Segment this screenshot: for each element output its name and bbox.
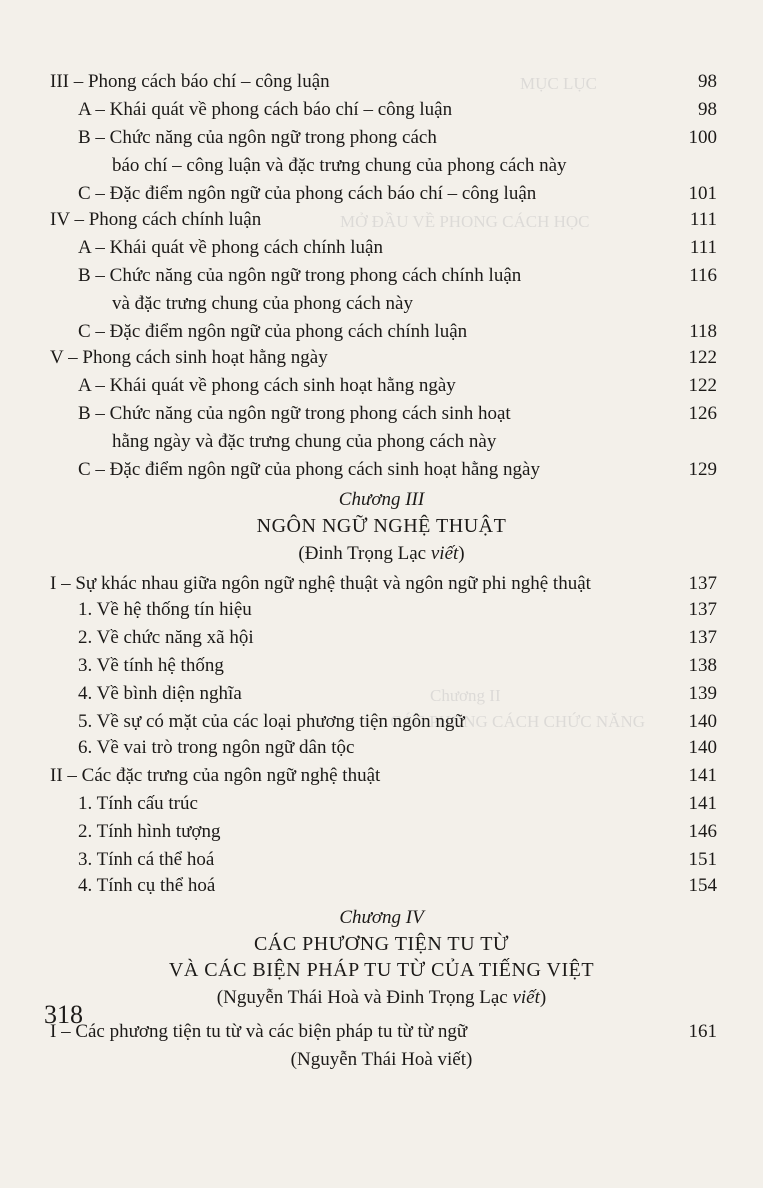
toc-entry-title: C – Đặc điểm ngôn ngữ của phong cách chính luận xyxy=(78,321,468,342)
chapter-author xyxy=(0,540,763,568)
toc-entry-page: 122 xyxy=(688,347,717,368)
toc-entry-title: C – Đặc điểm ngôn ngữ của phong cách báo chí – công luận xyxy=(78,183,537,204)
toc-entry xyxy=(0,344,763,372)
toc-entry-page: 100 xyxy=(688,127,717,148)
toc-entry-page: 140 xyxy=(688,737,717,758)
toc-entry-page: 98 xyxy=(698,99,717,120)
toc-entry-title: và đặc trưng chung của phong cách này xyxy=(112,293,413,314)
toc-entry xyxy=(0,456,763,484)
bleed-through: MỤC LỤC xyxy=(520,74,597,93)
toc-entry-title: II – Các đặc trưng của ngôn ngữ nghệ thuật xyxy=(50,765,381,786)
toc-entry-title: V – Phong cách sinh hoạt hằng ngày xyxy=(50,347,328,368)
toc-entry-title: 5. Về sự có mặt của các loại phương tiện ngôn ngữ xyxy=(78,711,465,732)
toc-entry-page: 141 xyxy=(688,793,717,814)
toc-entry xyxy=(0,680,763,708)
toc-entry-page: 122 xyxy=(688,375,717,396)
toc-entry-page: 154 xyxy=(688,875,717,896)
toc-entry-continuation xyxy=(0,290,763,318)
toc-entry xyxy=(0,262,763,290)
toc-entry-title: 2. Về chức năng xã hội xyxy=(78,627,254,648)
toc-entry xyxy=(0,846,763,874)
toc-entry-title: IV – Phong cách chính luận xyxy=(50,209,262,230)
toc-entry xyxy=(0,652,763,680)
toc-entry-continuation xyxy=(0,152,763,180)
chapter-author xyxy=(0,984,763,1012)
chapter-title: CÁC PHƯƠNG TIỆN TU TỪ xyxy=(254,933,509,955)
toc-entry xyxy=(0,708,763,736)
chapter-author-close: ) xyxy=(458,543,465,564)
toc-entry-title: A – Khái quát về phong cách báo chí – công luận xyxy=(78,99,453,120)
toc-entry xyxy=(0,124,763,152)
toc-entry xyxy=(0,68,763,96)
toc-entry-page: 116 xyxy=(689,265,717,286)
toc-entry-page: 126 xyxy=(688,403,717,424)
toc-entry xyxy=(0,234,763,262)
chapter-label: Chương III xyxy=(338,489,425,510)
toc-entry-page: 146 xyxy=(688,821,717,842)
toc-entry-page: 137 xyxy=(688,599,717,620)
toc-entry-title: B – Chức năng của ngôn ngữ trong phong cách sinh hoạt xyxy=(78,403,511,424)
toc-entry-title: B – Chức năng của ngôn ngữ trong phong cách xyxy=(78,127,437,148)
toc-entry-title: A – Khái quát về phong cách sinh hoạt hằng ngày xyxy=(78,375,456,396)
bleed-through: Chương II xyxy=(430,686,501,705)
toc-entry-page: 151 xyxy=(688,849,717,870)
toc-entry-title: báo chí – công luận và đặc trưng chung của phong cách này xyxy=(112,155,567,176)
chapter-author-verb: viết xyxy=(512,987,540,1008)
toc-entry-page: 137 xyxy=(688,573,717,594)
chapter-author-close: ) xyxy=(539,987,547,1008)
toc-entry xyxy=(0,180,763,208)
toc-entry-page: 118 xyxy=(689,321,717,342)
toc-entry xyxy=(0,1018,763,1046)
toc-entry-page: 139 xyxy=(688,683,717,704)
toc-entry xyxy=(0,372,763,400)
bleed-through: MỞ ĐẦU VỀ PHONG CÁCH HỌC xyxy=(340,212,590,231)
toc-entry-page: 101 xyxy=(688,183,717,204)
toc-entry xyxy=(0,762,763,790)
chapter-title: VÀ CÁC BIỆN PHÁP TU TỪ CỦA TIẾNG VIỆT xyxy=(168,959,595,981)
toc-entry-title: 4. Tính cụ thể hoá xyxy=(78,875,216,896)
toc-entry-title: 1. Về hệ thống tín hiệu xyxy=(78,599,252,620)
chapter-author-name: (Đinh Trọng Lạc xyxy=(298,543,431,564)
toc-entry-title: 3. Tính cá thể hoá xyxy=(78,849,215,870)
toc-entry-title: I – Sự khác nhau giữa ngôn ngữ nghệ thuật và ngôn ngữ phi nghệ thuật xyxy=(50,573,591,594)
toc-entry-title: III – Phong cách báo chí – công luận xyxy=(50,71,330,92)
toc-entry-page: 161 xyxy=(688,1021,717,1042)
toc-entry-title: 2. Tính hình tượng xyxy=(78,821,221,842)
bleed-through: CÁC PHONG CÁCH CHỨC NĂNG xyxy=(390,712,645,731)
toc-entry-page: 141 xyxy=(688,765,717,786)
toc-entry xyxy=(0,818,763,846)
toc-entry-page: 98 xyxy=(698,71,717,92)
toc-entry-page: 137 xyxy=(688,627,717,648)
toc-entry-page: 140 xyxy=(688,711,717,732)
chapter-label: Chương IV xyxy=(339,907,424,928)
toc-entry xyxy=(0,624,763,652)
toc-entry-title: I – Các phương tiện tu từ và các biện pháp tu từ từ ngữ xyxy=(50,1021,468,1042)
toc-entry-continuation xyxy=(0,428,763,456)
toc-entry-title: 1. Tính cấu trúc xyxy=(78,793,198,814)
toc-entry-title: 3. Về tính hệ thống xyxy=(78,655,224,676)
toc-entry xyxy=(0,400,763,428)
toc-entry xyxy=(0,596,763,624)
toc-entry-title: A – Khái quát về phong cách chính luận xyxy=(78,237,383,258)
toc-entry xyxy=(0,790,763,818)
toc-entry-title: 6. Về vai trò trong ngôn ngữ dân tộc xyxy=(78,737,355,758)
toc-entry xyxy=(0,570,763,598)
toc-entry xyxy=(0,734,763,762)
toc-entry xyxy=(0,872,763,900)
toc-entry-title: hằng ngày và đặc trưng chung của phong cách này xyxy=(112,431,497,452)
toc-entry-title: B – Chức năng của ngôn ngữ trong phong cách chính luận xyxy=(78,265,522,286)
toc-entry-page: 111 xyxy=(689,209,717,230)
toc-entry xyxy=(0,96,763,124)
chapter-title: NGÔN NGỮ NGHỆ THUẬT xyxy=(256,515,507,537)
page-number: 318 xyxy=(44,1000,83,1029)
chapter-author-verb: viết xyxy=(430,543,459,564)
toc-entry-title: 4. Về bình diện nghĩa xyxy=(78,683,242,704)
toc-entry-title: C – Đặc điểm ngôn ngữ của phong cách sinh hoạt hằng ngày xyxy=(78,459,540,480)
toc-entry-page: 138 xyxy=(688,655,717,676)
section-author: (Nguyễn Thái Hoà viết) xyxy=(290,1049,473,1070)
toc-entry-page: 111 xyxy=(689,237,717,258)
chapter-author-name: (Nguyễn Thái Hoà và Đinh Trọng Lạc xyxy=(216,987,513,1008)
toc-entry xyxy=(0,206,763,234)
toc-entry xyxy=(0,318,763,346)
toc-entry-page: 129 xyxy=(688,459,717,480)
